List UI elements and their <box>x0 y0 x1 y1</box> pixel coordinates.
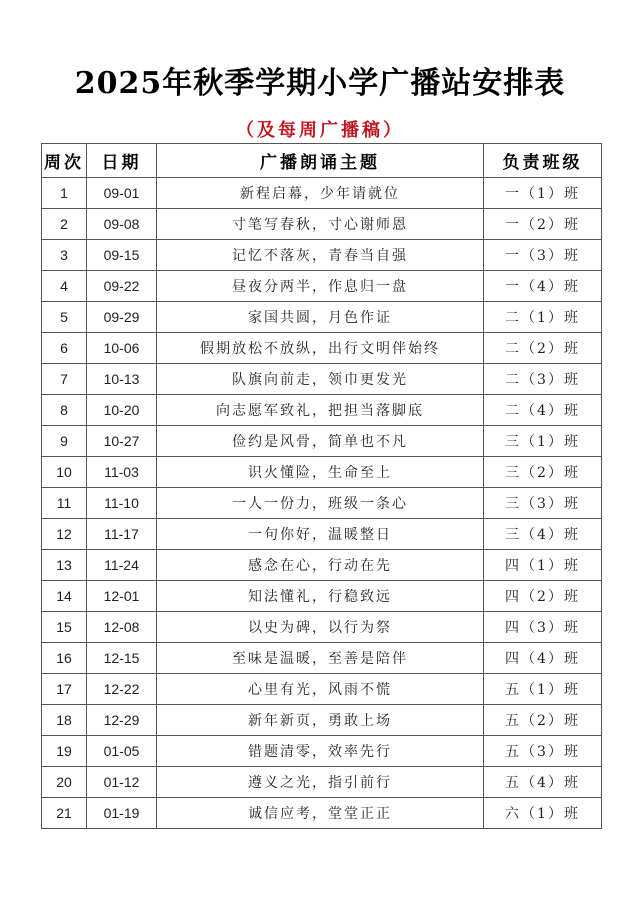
class-cell: 一（4）班 <box>484 271 602 302</box>
page-title: 2025年秋季学期小学广播站安排表 <box>74 66 566 101</box>
date-cell: 12-01 <box>87 581 157 612</box>
header-class: 负责班级 <box>484 144 602 178</box>
class-cell: 二（4）班 <box>484 395 602 426</box>
class-cell: 二（1）班 <box>484 302 602 333</box>
header-theme: 广播朗诵主题 <box>157 144 484 178</box>
week-cell: 15 <box>42 612 87 643</box>
table-row <box>42 209 602 240</box>
table-row <box>42 178 602 209</box>
class-cell: 二（2）班 <box>484 333 602 364</box>
week-cell: 1 <box>42 178 87 209</box>
class-cell: 一（3）班 <box>484 240 602 271</box>
week-cell: 9 <box>42 426 87 457</box>
date-cell: 10-20 <box>87 395 157 426</box>
table-row <box>42 581 602 612</box>
date-cell: 12-08 <box>87 612 157 643</box>
date-cell: 01-12 <box>87 767 157 798</box>
header-week: 周次 <box>42 144 87 178</box>
week-cell: 18 <box>42 705 87 736</box>
table-row <box>42 519 602 550</box>
schedule-table <box>41 143 602 829</box>
date-cell: 12-15 <box>87 643 157 674</box>
class-cell: 四（1）班 <box>484 550 602 581</box>
date-cell: 09-01 <box>87 178 157 209</box>
week-cell: 6 <box>42 333 87 364</box>
class-cell: 四（3）班 <box>484 612 602 643</box>
week-cell: 10 <box>42 457 87 488</box>
theme-cell: 至味是温暖，至善是陪伴 <box>157 643 484 674</box>
week-cell: 3 <box>42 240 87 271</box>
table-row <box>42 767 602 798</box>
class-cell: 二（3）班 <box>484 364 602 395</box>
date-cell: 01-19 <box>87 798 157 829</box>
week-cell: 11 <box>42 488 87 519</box>
theme-cell: 错题清零，效率先行 <box>157 736 484 767</box>
class-cell: 三（4）班 <box>484 519 602 550</box>
table-row <box>42 395 602 426</box>
class-cell: 五（1）班 <box>484 674 602 705</box>
theme-cell: 以史为碑，以行为祭 <box>157 612 484 643</box>
week-cell: 17 <box>42 674 87 705</box>
theme-cell: 诚信应考，堂堂正正 <box>157 798 484 829</box>
class-cell: 一（1）班 <box>484 178 602 209</box>
theme-cell: 一人一份力，班级一条心 <box>157 488 484 519</box>
class-cell: 六（1）班 <box>484 798 602 829</box>
date-cell: 10-13 <box>87 364 157 395</box>
week-cell: 7 <box>42 364 87 395</box>
theme-cell: 感念在心，行动在先 <box>157 550 484 581</box>
date-cell: 10-06 <box>87 333 157 364</box>
week-cell: 8 <box>42 395 87 426</box>
header-date: 日期 <box>87 144 157 178</box>
date-cell: 11-17 <box>87 519 157 550</box>
class-cell: 三（1）班 <box>484 426 602 457</box>
theme-cell: 向志愿军致礼，把担当落脚底 <box>157 395 484 426</box>
date-cell: 09-08 <box>87 209 157 240</box>
table-row <box>42 240 602 271</box>
theme-cell: 家国共圆，月色作证 <box>157 302 484 333</box>
theme-cell: 新程启幕，少年请就位 <box>157 178 484 209</box>
theme-cell: 俭约是风骨，简单也不凡 <box>157 426 484 457</box>
theme-cell: 识火懂险，生命至上 <box>157 457 484 488</box>
date-cell: 01-05 <box>87 736 157 767</box>
header-row <box>42 144 602 178</box>
date-cell: 12-29 <box>87 705 157 736</box>
class-cell: 三（2）班 <box>484 457 602 488</box>
theme-cell: 记忆不落灰，青春当自强 <box>157 240 484 271</box>
class-cell: 四（4）班 <box>484 643 602 674</box>
table-body <box>42 178 602 829</box>
week-cell: 16 <box>42 643 87 674</box>
table-row <box>42 612 602 643</box>
theme-cell: 心里有光，风雨不慌 <box>157 674 484 705</box>
page-subtitle: （及每周广播稿） <box>236 120 404 141</box>
theme-cell: 知法懂礼，行稳致远 <box>157 581 484 612</box>
date-cell: 10-27 <box>87 426 157 457</box>
table-row <box>42 674 602 705</box>
date-cell: 09-15 <box>87 240 157 271</box>
week-cell: 4 <box>42 271 87 302</box>
date-cell: 11-24 <box>87 550 157 581</box>
week-cell: 21 <box>42 798 87 829</box>
class-cell: 一（2）班 <box>484 209 602 240</box>
date-cell: 11-10 <box>87 488 157 519</box>
table-row <box>42 426 602 457</box>
table-row <box>42 798 602 829</box>
week-cell: 20 <box>42 767 87 798</box>
class-cell: 五（3）班 <box>484 736 602 767</box>
class-cell: 五（4）班 <box>484 767 602 798</box>
table-row <box>42 705 602 736</box>
theme-cell: 遵义之光，指引前行 <box>157 767 484 798</box>
week-cell: 2 <box>42 209 87 240</box>
theme-cell: 假期放松不放纵，出行文明伴始终 <box>157 333 484 364</box>
week-cell: 14 <box>42 581 87 612</box>
table-row <box>42 302 602 333</box>
table-row <box>42 550 602 581</box>
week-cell: 19 <box>42 736 87 767</box>
table-row <box>42 457 602 488</box>
theme-cell: 昼夜分两半，作息归一盘 <box>157 271 484 302</box>
table-row <box>42 364 602 395</box>
table-header <box>42 144 602 178</box>
theme-cell: 一句你好，温暖整日 <box>157 519 484 550</box>
table-row <box>42 643 602 674</box>
week-cell: 5 <box>42 302 87 333</box>
class-cell: 五（2）班 <box>484 705 602 736</box>
theme-cell: 队旗向前走，领巾更发光 <box>157 364 484 395</box>
theme-cell: 寸笔写春秋，寸心谢师恩 <box>157 209 484 240</box>
table-row <box>42 271 602 302</box>
date-cell: 09-22 <box>87 271 157 302</box>
theme-cell: 新年新页，勇敢上场 <box>157 705 484 736</box>
table-row <box>42 736 602 767</box>
week-cell: 13 <box>42 550 87 581</box>
class-cell: 三（3）班 <box>484 488 602 519</box>
table-row <box>42 333 602 364</box>
date-cell: 09-29 <box>87 302 157 333</box>
week-cell: 12 <box>42 519 87 550</box>
table-row <box>42 488 602 519</box>
class-cell: 四（2）班 <box>484 581 602 612</box>
date-cell: 12-22 <box>87 674 157 705</box>
date-cell: 11-03 <box>87 457 157 488</box>
